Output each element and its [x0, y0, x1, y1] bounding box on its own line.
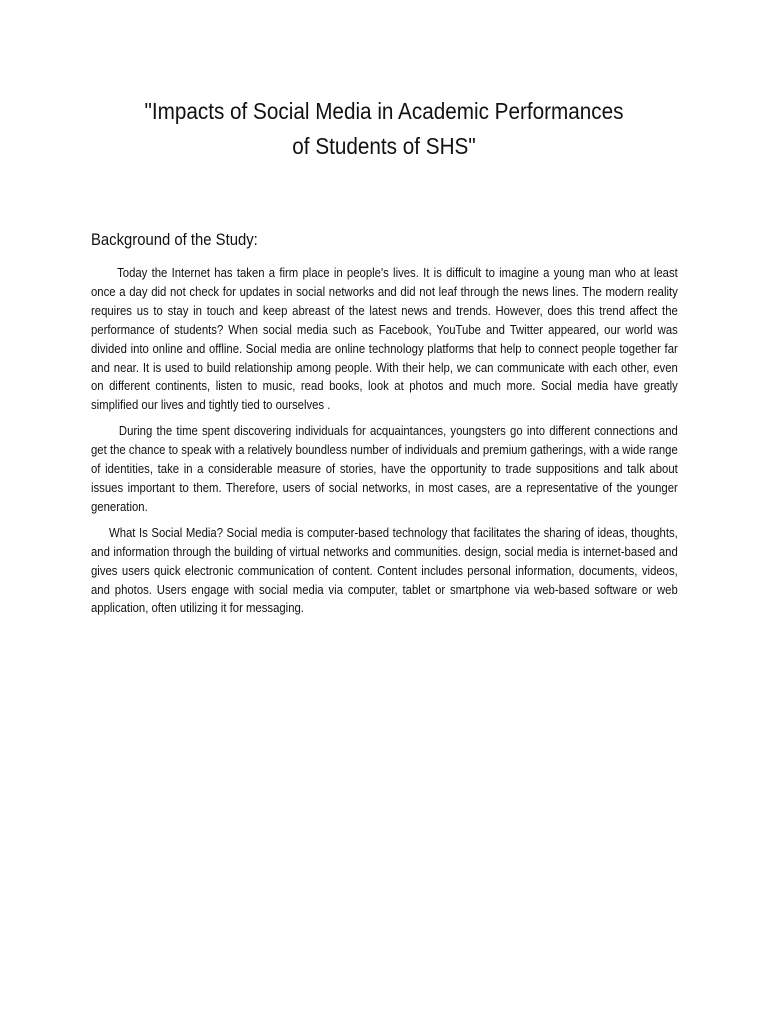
paragraph-2: During the time spent discovering individuals for acquaintances, youngsters go into different connections and get the chance to speak with a relatively boundless number of individuals and premium gatherings, with a wide range of identities, take in a considerable measure of stories, have the opportunity to trade suppositions and talk about issues important to them. Therefore, users of social networks, in most cases, are a representative of the younger generation.	[91, 424, 678, 514]
title-line-1: "Impacts of Social Media in Academic Performances	[144, 98, 624, 124]
document-title	[101, 94, 666, 164]
paragraph-3: What Is Social Media? Social media is computer-based technology that facilitates the sharing of ideas, thoughts, and information through the building of virtual networks and communities. design, social media is internet-based and gives users quick electronic communication of content. Content includes personal information, documents, videos, and photos. Users engage with social media via computer, tablet or smartphone via web-based software or web application, often utilizing it for messaging.	[91, 525, 678, 616]
title-line-2: of Students of SHS"	[292, 133, 476, 159]
paragraph-1: Today the Internet has taken a firm place in people's lives. It is difficult to imagine a young man who at least once a day did not check for updates in social networks and did not leaf through the news lines. The modern reality requires us to stay in touch and keep abreast of the latest news and trends. However, does this trend affect the performance of students? When social media such as Facebook, YouTube and Twitter appeared, our world was divided into online and offline. Social media are online technology platforms that help to connect people together far and near. It is used to build relationship among people. With their help, we can communicate with each other, even on different continents, listen to music, read books, look at photos and much more. Social media have greatly simplified our lives and tightly tied to ourselves .	[91, 266, 678, 413]
section-heading: Background of the Study:	[91, 231, 258, 249]
body-text	[91, 264, 678, 625]
